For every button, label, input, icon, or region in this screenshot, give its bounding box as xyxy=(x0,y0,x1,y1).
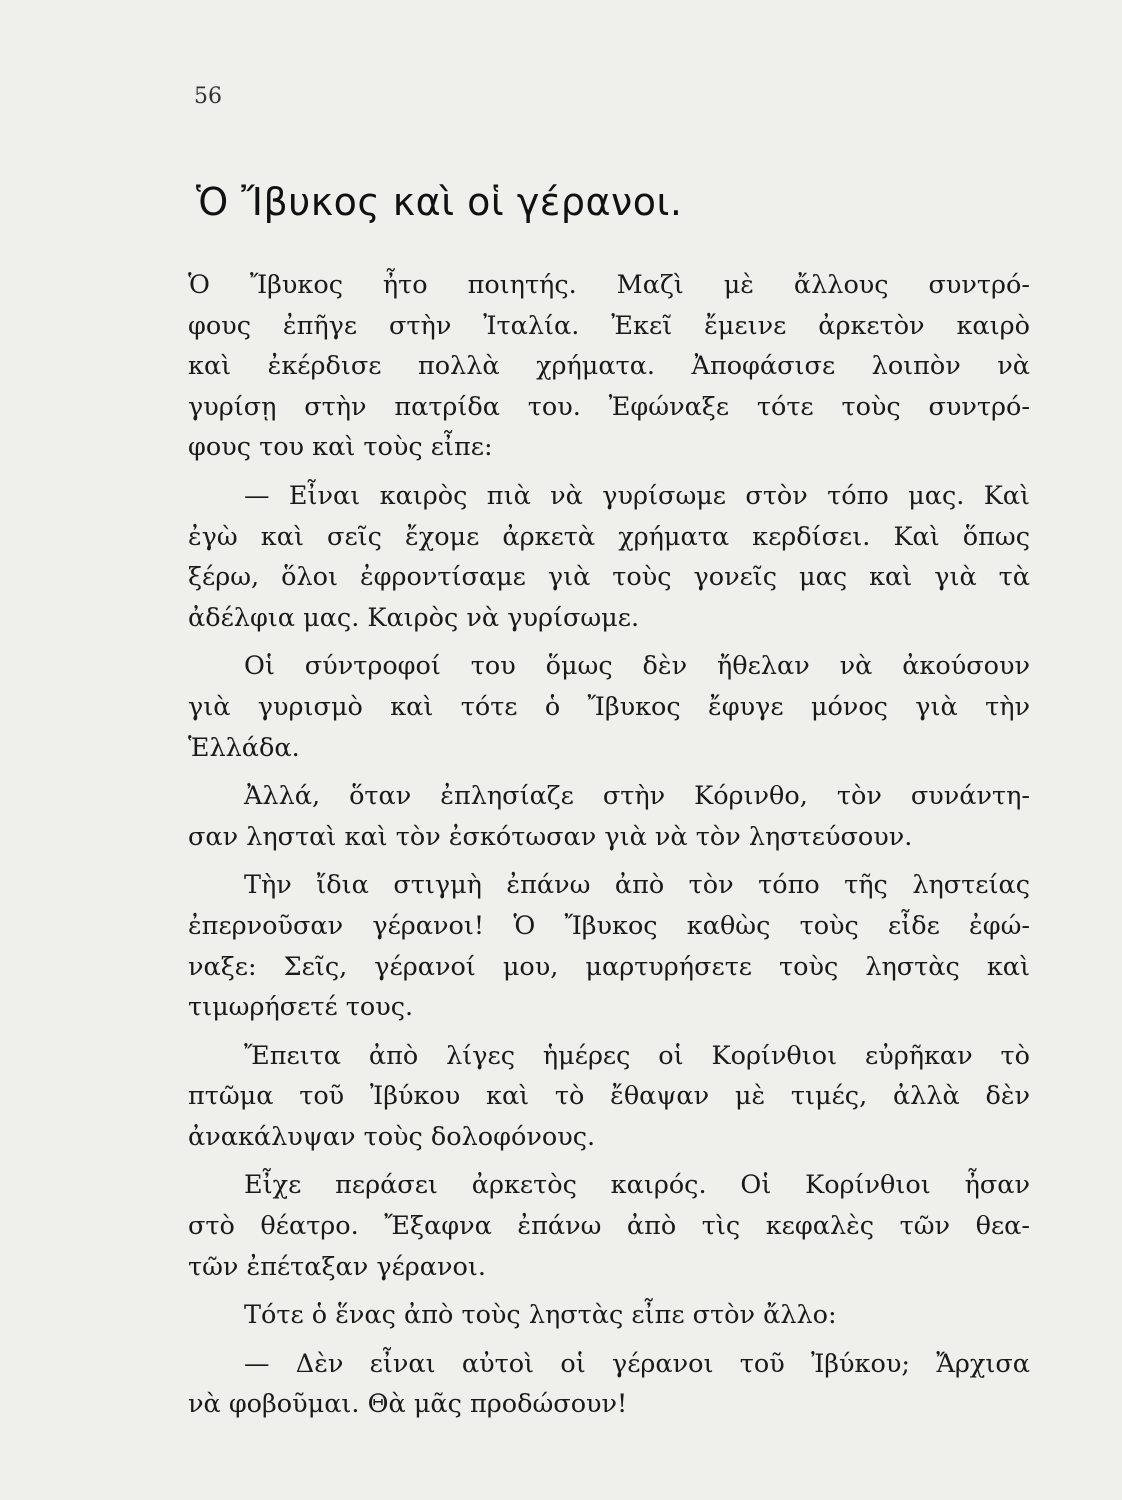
paragraph xyxy=(188,265,1030,468)
text-line: Οἱ σύντροφοί του ὅμως δὲν ἤθελαν νὰ ἀκούσουν xyxy=(244,651,1030,682)
paragraph xyxy=(188,476,1030,638)
text-line: τῶν ἐπέταξαν γέρανοι. xyxy=(188,1251,486,1282)
text-line: Ἑλλάδα. xyxy=(188,732,300,763)
text-line: νὰ φοβοῦμαι. Θὰ μᾶς προδώσουν! xyxy=(188,1389,628,1420)
text-line: Τὴν ἴδια στιγμὴ ἐπάνω ἀπὸ τὸν τόπο τῆς ληστείας xyxy=(244,870,1030,901)
text-line: ἐγὼ καὶ σεῖς ἔχομε ἀρκετὰ χρήματα κερδίσει. Καὶ ὅπως xyxy=(188,521,1030,552)
paragraph xyxy=(188,646,1030,768)
paragraph xyxy=(188,1295,1030,1336)
text-line: πτῶμα τοῦ Ἰβύκου καὶ τὸ ἔθαψαν μὲ τιμές, ἀλλὰ δὲν xyxy=(188,1081,1030,1112)
text-line: τιμωρήσετέ τους. xyxy=(188,992,414,1023)
body-text xyxy=(188,265,1030,1433)
text-line: ξέρω, ὅλοι ἐφροντίσαμε γιὰ τοὺς γονεῖς μας καὶ γιὰ τὰ xyxy=(188,562,1030,593)
text-line: φους του καὶ τοὺς εἶπε: xyxy=(188,432,493,463)
text-line: Εἶχε περάσει ἀρκετὸς καιρός. Οἱ Κορίνθιοι ἦσαν xyxy=(244,1170,1030,1201)
paragraph xyxy=(188,776,1030,857)
chapter-title: Ὁ Ἴβυκος καὶ οἱ γέρανοι. xyxy=(196,180,683,224)
text-line: Ἀλλά, ὅταν ἐπλησίαζε στὴν Κόρινθο, τὸν συνάντη- xyxy=(244,781,1030,812)
text-line: ναξε: Σεῖς, γέρανοί μου, μαρτυρήσετε τοὺς ληστὰς καὶ xyxy=(188,951,1030,982)
text-line: καὶ ἐκέρδισε πολλὰ χρήματα. Ἀποφάσισε λοιπὸν νὰ xyxy=(188,351,1030,382)
paragraph xyxy=(188,865,1030,1027)
text-line: γιὰ γυρισμὸ καὶ τότε ὁ Ἴβυκος ἔφυγε μόνος γιὰ τὴν xyxy=(188,691,1030,722)
text-line: Ἔπειτα ἀπὸ λίγες ἡμέρες οἱ Κορίνθιοι εὐρῆκαν τὸ xyxy=(244,1040,1030,1071)
page-number: 56 xyxy=(194,84,222,109)
text-line: γυρίσῃ στὴν πατρίδα του. Ἐφώναξε τότε τοὺς συντρό- xyxy=(188,391,1030,422)
paragraph xyxy=(188,1165,1030,1287)
text-line: στὸ θέατρο. Ἔξαφνα ἐπάνω ἀπὸ τὶς κεφαλὲς τῶν θεα- xyxy=(188,1211,1030,1242)
text-line: ἀδέλφια μας. Καιρὸς νὰ γυρίσωμε. xyxy=(188,602,640,633)
paragraph xyxy=(188,1036,1030,1158)
text-line: ἀνακάλυψαν τοὺς δολοφόνους. xyxy=(188,1121,596,1152)
text-line: Ὁ Ἴβυκος ἦτο ποιητής. Μαζὶ μὲ ἄλλους συντρό- xyxy=(188,270,1030,300)
text-line: — Δὲν εἶναι αὐτοὶ οἱ γέρανοι τοῦ Ἰβύκου; Ἄρχισα xyxy=(244,1348,1030,1379)
text-line: ἐπερνοῦσαν γέρανοι! Ὁ Ἴβυκος καθὼς τοὺς εἶδε ἐφώ- xyxy=(188,910,1030,941)
text-line: φους ἐπῆγε στὴν Ἰταλία. Ἐκεῖ ἔμεινε ἀρκετὸν καιρὸ xyxy=(188,310,1030,341)
text-line: σαν λησταὶ καὶ τὸν ἐσκότωσαν γιὰ νὰ τὸν ληστεύσουν. xyxy=(188,821,913,852)
text-line: Τότε ὁ ἕνας ἀπὸ τοὺς ληστὰς εἶπε στὸν ἄλλο: xyxy=(244,1300,837,1331)
text-line: — Εἶναι καιρὸς πιὰ νὰ γυρίσωμε στὸν τόπο μας. Καὶ xyxy=(244,480,1030,511)
paragraph xyxy=(188,1344,1030,1425)
